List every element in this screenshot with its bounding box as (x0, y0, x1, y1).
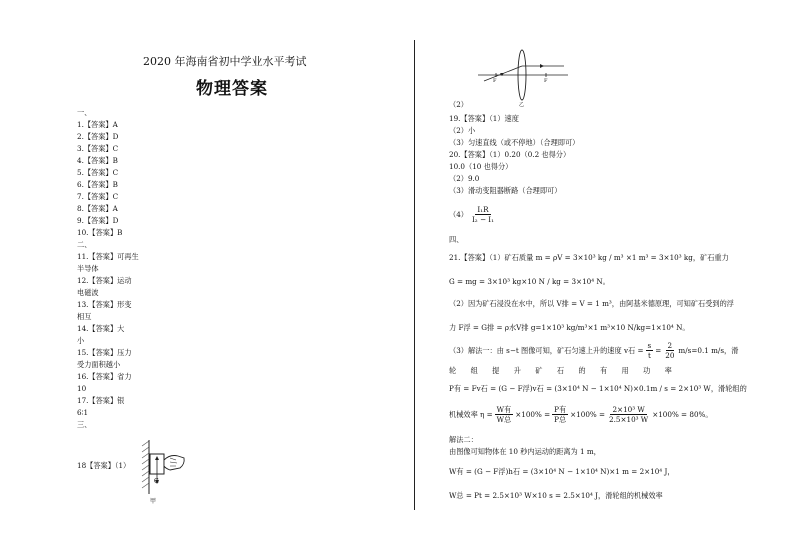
q2-label: （2） (449, 100, 468, 109)
lens-focus-right-label: F (544, 78, 548, 84)
q21-part1-line2: G = mg = 3×10³ kg×10 N / kg = 3×10⁴ N。 (449, 277, 610, 286)
fraction-numerator: P有 (554, 405, 567, 414)
numeric-power-fraction (607, 406, 650, 423)
q19-line-2: （2）小 (449, 126, 476, 135)
section-3-heading: 三、 (77, 420, 92, 429)
q20-part4 (449, 206, 498, 223)
q20-line-3: （2）9.0 (449, 174, 480, 183)
fraction-numerator: 2 (667, 341, 673, 350)
exam-title: 2020 年海南省初中学业水平考试 (143, 55, 307, 68)
fraction-numerator: W有 (496, 405, 512, 414)
answer-line: 15.【答案】压力 (77, 348, 132, 357)
efficiency-label: 机械效率 η = (449, 410, 493, 420)
q21-part3-intro: （3）解法一：由 s−t 图像可知，矿石匀速上升的速度 v石 = (449, 346, 644, 356)
answer-line: 相互 (77, 312, 92, 321)
section-1-heading: 一、 (77, 108, 92, 117)
q21-part3-line1 (449, 342, 738, 359)
figure-jia-caption: 甲 (150, 498, 157, 505)
fraction-denominator: W总 (496, 415, 512, 425)
q21-part3-efficiency (449, 406, 713, 423)
q21-velocity-fraction-numeric (663, 342, 676, 359)
answer-line: 11.【答案】可再生 (77, 252, 139, 261)
q20-line-2: 10.0（10 也得分） (449, 162, 513, 171)
q21-part3-velocity-result: m/s=0.1 m/s，滑 (678, 346, 739, 356)
fraction-numerator: 2×10³ W (612, 405, 645, 414)
q21-alt-line3: W总 = Pt = 2.5×10³ W×10 s = 2.5×10⁴ J，滑轮组的机械效率 (449, 491, 663, 500)
fraction-denominator: 2.5×10³ W (609, 415, 649, 425)
q20-fraction-denominator: I₂ − I₁ (471, 215, 494, 225)
answer-line: 13.【答案】形变 (77, 300, 132, 309)
answer-line: 半导体 (77, 264, 99, 273)
figure-g-label: G (154, 478, 159, 485)
doc-title: 物理答案 (196, 79, 268, 99)
power-ratio-fraction (552, 406, 568, 423)
fraction-numerator: s (647, 341, 652, 350)
answer-line: 6.【答案】B (77, 180, 118, 189)
q21-part3-line2: 轮 组 提 升 矿 石 的 有 用 功 率 (449, 366, 672, 375)
answer-line: 5.【答案】C (77, 168, 119, 177)
fraction-denominator: P总 (554, 415, 567, 425)
q21-part3-line3: P有 = Fv石 = (G − F浮)v石 = (3×10⁴ N − 1×10⁴ N)×0.1m / s = 2×10³ W，滑轮组的 (449, 384, 747, 393)
q20-fraction-numerator: I₁R (477, 205, 489, 214)
q18-label: 18【答案】（1） (77, 461, 131, 470)
answer-line: 电磁波 (77, 288, 99, 297)
answer-line: 小 (77, 336, 85, 345)
column-divider (414, 40, 415, 510)
answer-line: 10.【答案】B (77, 228, 123, 237)
q19-line-1: 19.【答案】（1）速度 (449, 114, 519, 123)
fraction-denominator: t (647, 351, 651, 361)
times-100-percent: ×100% = (515, 410, 551, 420)
efficiency-result: ×100% = 80%。 (652, 410, 713, 420)
answer-line: 9.【答案】D (77, 216, 119, 225)
answer-line: 16.【答案】省力 (77, 372, 132, 381)
times-100-percent: ×100% = (570, 410, 606, 420)
q21-part2-line1: （2）因为矿石浸没在水中，所以 V排 = V = 1 m³，由阿基米德原理，可知矿石受到的浮 (449, 299, 734, 308)
q21-part1-line1: 21.【答案】（1）矿石质量 m = ρV = 3×10³ kg / m³ ×1 m³ = 3×10³ kg，矿石重力 (449, 253, 729, 262)
answer-line: 7.【答案】C (77, 192, 119, 201)
answer-line: 4.【答案】B (77, 156, 118, 165)
q21-part2-line2: 力 F浮 = G排 = ρ水V排 g=1×10³ kg/m³×1 m³×10 N/kg=1×10⁴ N。 (449, 323, 690, 332)
fraction-denominator: 20 (665, 351, 675, 361)
q21-alt-line1: 由图像可知物体在 10 秒内运动的距离为 1 m， (449, 447, 601, 456)
answer-line: 2.【答案】D (77, 132, 119, 141)
q20-fraction (470, 206, 496, 223)
section-4-heading: 四、 (449, 235, 464, 244)
answer-line: 8.【答案】A (77, 204, 118, 213)
work-ratio-fraction (495, 406, 514, 423)
section-2-heading: 二、 (77, 240, 92, 249)
answer-line: 17.【答案】银 (77, 396, 125, 405)
answer-line: 3.【答案】C (77, 144, 119, 153)
lens-focus-left-label: F (493, 78, 497, 84)
answer-line: 12.【答案】运动 (77, 276, 132, 285)
q20-line-4: （3）滑动变阻器断路（合理即可） (449, 186, 562, 195)
answer-line: 10 (77, 384, 87, 393)
answer-line: 14.【答案】大 (77, 324, 125, 333)
answer-line: 受力面积越小 (77, 360, 121, 369)
q21-velocity-fraction-symbolic (646, 342, 654, 359)
figure-yi-caption: 乙 (519, 102, 525, 108)
equals-sign: = (655, 346, 662, 356)
figure-jia-force-diagram (140, 438, 188, 504)
q20-line-1: 20.【答案】（1）0.20（0.2 也得分） (449, 150, 571, 159)
answer-line: 1.【答案】A (77, 120, 118, 129)
q20-part4-label: （4） (449, 210, 468, 220)
q21-alt-line2: W有 = (G − F浮)h石 = (3×10⁴ N − 1×10⁴ N)×1 m = 2×10⁴ J， (449, 467, 675, 476)
q21-alt-title: 解法二： (449, 435, 478, 444)
figure-yi-lens-diagram (478, 48, 568, 108)
answer-line: 6∶1 (77, 408, 89, 417)
q19-line-3: （3）匀速直线（或不停地）（合理即可） (449, 138, 580, 147)
